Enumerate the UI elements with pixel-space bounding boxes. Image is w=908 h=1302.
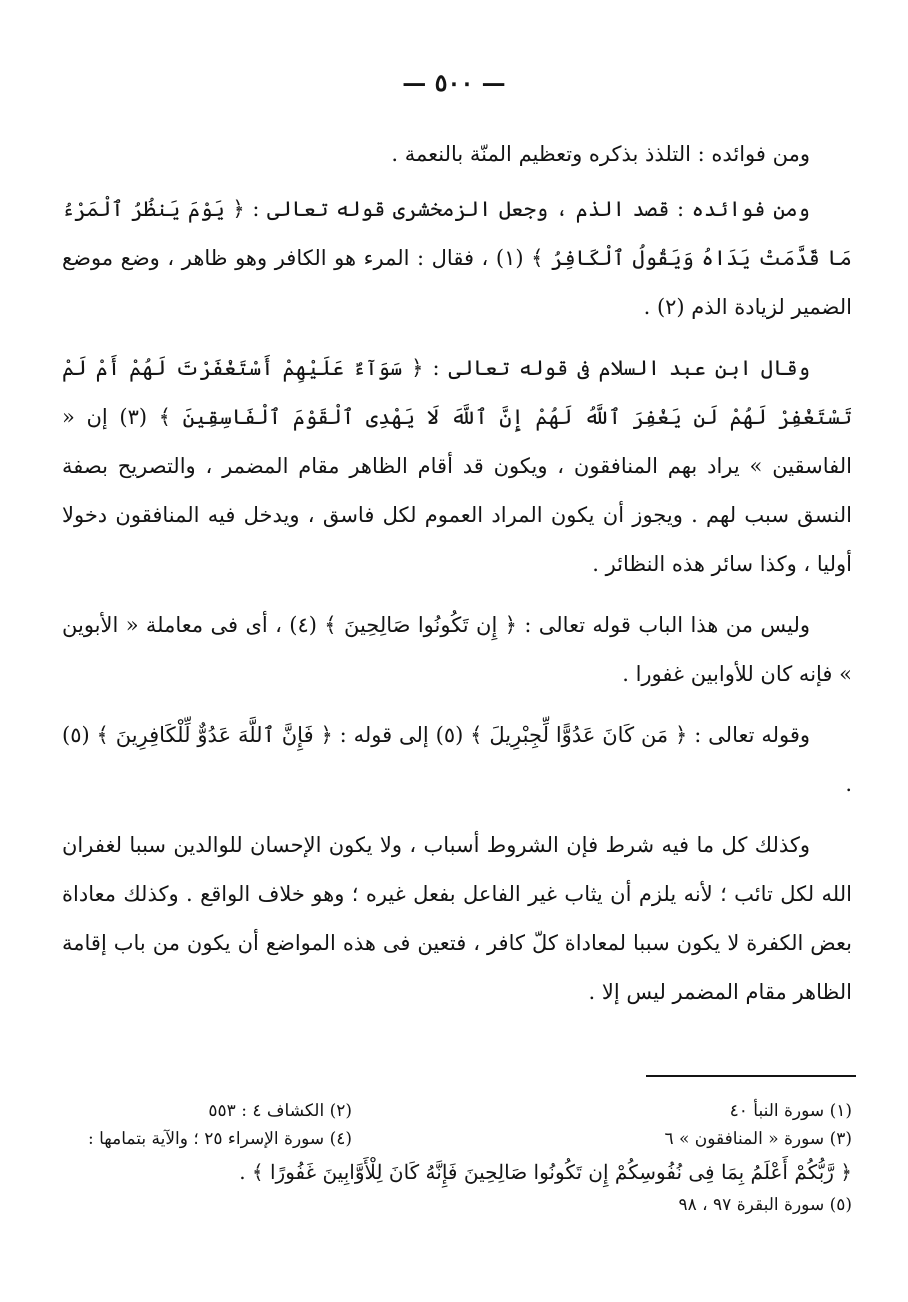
footnote-1: (١) سورة النبأ ٤٠ [729,1101,852,1121]
paragraph-2: ومن فوائده : قصد الذم ، وجعل الزمخشرى قوله تعالى : ﴿ يَوْمَ يَنظُرُ ٱلْمَرْءُ مَا قَدَّمَتْ يَدَاهُ وَيَقُولُ ٱلْكَافِرُ ﴾ (١) ، فقال : المرء هو الكافر وهو ظاهر ، وضع موضع الضمير لزيادة الذم (٢) . [62,197,852,319]
footnote-row-2 [62,1125,852,1153]
footnote-2: (٢) الكشاف ٤ : ٥٥٣ [208,1101,352,1121]
footnote-5: (٥) سورة البقرة ٩٧ ، ٩٨ [678,1195,852,1215]
paragraph-3: وقال ابن عبد السلام فى قوله تعالى : ﴿ سَوَآءٌ عَلَيْهِمْ أَسْتَغْفَرْتَ لَهُمْ أَمْ لَمْ تَسْتَغْفِرْ لَهُمْ لَن يَغْفِرَ ٱللَّهُ لَهُمْ إِنَّ ٱللَّهَ لَا يَهْدِى ٱلْقَوْمَ ٱلْفَاسِقِينَ ﴾ (٣) إن « الفاسقين » يراد بهم المنافقون ، ويكون قد أقام الظاهر مقام المضمر ، والتصريح بصفة النسق سبب لهم . ويجوز أن يكون المراد العموم لكل فاسق ، ويدخل فيه المنافقون دخولا أوليا ، وكذا سائر هذه النظائر . [62,356,853,576]
main-text [62,130,852,1029]
paragraph-5: وقوله تعالى : ﴿ مَن كَانَ عَدُوًّا لِّجِبْرِيلَ ﴾ (٥) إلى قوله : ﴿ فَإِنَّ ٱللَّهَ عَدُوٌّ لِّلْكَافِرِينَ ﴾ (٥) . [62,723,852,796]
page-number: — ٥٠٠ — [402,68,506,97]
footnote-4: (٤) سورة الإسراء ٢٥ ؛ والآية بتمامها : [87,1129,352,1149]
footnote-3: (٣) سورة « المنافقون » ٦ [664,1129,852,1149]
paragraph-4: وليس من هذا الباب قوله تعالى : ﴿ إِن تَكُونُوا صَالِحِينَ ﴾ (٤) ، أى فى معاملة « الأبوين » فإنه كان للأوابين غفورا . [62,613,852,686]
footnote-row-3 [62,1191,852,1219]
footnotes [62,1097,852,1219]
paragraph-6: وكذلك كل ما فيه شرط فإن الشروط أسباب ، ولا يكون الإحسان للوالدين سببا لغفران الله لكل تائب ؛ لأنه يلزم أن يثاب غير الفاعل بفعل غيره ؛ وهو خلاف الواقع . وكذلك معاداة بعض الكفرة لا يكون سببا لمعاداة كلّ كافر ، فتعين فى هذه المواضع أن يكون من باب إقامة الظاهر مقام المضمر ليس إلا . [62,833,852,1004]
paragraph-1: ومن فوائده : التلذذ بذكره وتعظيم المنّة بالنعمة . [391,142,810,166]
footnote-divider [646,1075,856,1077]
footnote-verse: ﴿ رَّبُّكُمْ أَعْلَمُ بِمَا فِى نُفُوسِكُمْ إِن تَكُونُوا صَالِحِينَ فَإِنَّهُ كَانَ لِلْأَوَّابِينَ غَفُورًا ﴾ . [239,1160,852,1184]
footnote-row-1 [62,1097,852,1125]
